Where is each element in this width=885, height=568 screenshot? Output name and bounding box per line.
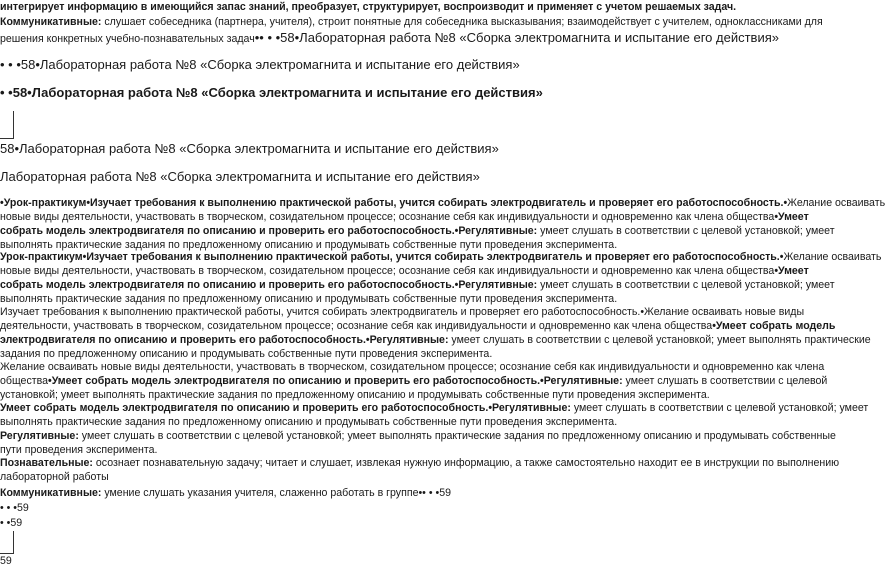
text-line <box>0 306 804 319</box>
text-span: •Умеет собрать модель электродвигателя по описанию и проверить его работоспособность.•Регулятивные: <box>48 375 623 387</box>
text-span: умеет слушать в соответствии с целевой установкой; умеет <box>570 402 869 414</box>
text-line <box>0 16 823 29</box>
text-span: умеет слушать в соответствии с целевой установкой; умеет <box>537 279 835 291</box>
text-line <box>0 487 451 500</box>
text-line <box>0 457 839 470</box>
text-span: пути проведения эксперимента. <box>0 444 158 456</box>
text-span: Желание осваивать новые виды деятельности, участвовать в творческом, созидательном процессе; осознание себя как индивидуальности и одновременно как члена <box>0 361 825 373</box>
text-span: Коммуникативные: <box>0 487 102 499</box>
text-line <box>0 430 836 443</box>
text-span: •Урок-практикум•Изучает требования к выполнению практической работы, учится собирать электродвигатель и проверяет его работоспособность.• <box>0 197 788 209</box>
text-span: •Умеет <box>774 265 809 277</box>
text-span: выполнять практические задания по предложенному описанию и продумывать собственные пути проведения эксперимента. <box>0 293 618 305</box>
text-line <box>0 30 779 46</box>
text-span: лабораторной работы <box>0 471 109 483</box>
text-span: умеет слушать в соответствии с целевой <box>622 375 828 387</box>
text-span: электродвигателя по описанию и проверить его работоспособность.•Регулятивные: <box>0 334 449 346</box>
text-span: выполнять практические задания по предложенному описанию и продумывать собственные пути проведения эксперимента. <box>0 239 618 251</box>
text-line: интегрирует информацию в имеющийся запас знаний, преобразует, структурирует, воспроизводит и применяет с учетом решаемых задач. <box>0 1 737 13</box>
text-span: Умеет собрать модель электродвигателя по описанию и проверить его работоспособность.•Регулятивные: <box>0 402 571 414</box>
text-span: Желание осваивать <box>787 197 885 209</box>
text-line <box>0 361 824 374</box>
empty-cell <box>0 531 14 554</box>
text-span: умеет слушать в соответствии с целевой установкой; умеет выполнять практические <box>448 334 871 346</box>
text-span: новые виды деятельности, участвовать в творческом, созидательном процессе; осознание себя как индивидуальности и одновременно как члена общества <box>0 211 775 223</box>
text-span: решения конкретных учебно-познавательных задач <box>0 33 255 45</box>
text-span: •Умеет собрать модель <box>712 320 836 332</box>
text-span: задания по предложенному описанию и продумывать собственные пути проведения эксперимента. <box>0 348 493 360</box>
text-line <box>0 375 827 388</box>
text-span: Регулятивные: <box>0 430 79 442</box>
text-line <box>0 389 710 402</box>
text-span: собрать модель электродвигателя по описанию и проверить его работоспособность.•Регулятивные: <box>0 279 538 291</box>
text-span: выполнять практические задания по предложенному описанию и продумывать собственные пути проведения эксперимента. <box>0 416 618 428</box>
text-span: осознает познавательную задачу; читает и слушает, извлекая нужную информацию, а также самостоятельно находит ее в инструкции по выполнению <box>92 457 840 469</box>
text-line <box>0 279 835 292</box>
text-span: умеет слушать в соответствии с целевой установкой; умеет выполнять практические задания по предложенному описанию и продумывать собственные <box>78 430 836 442</box>
text-span: Изучает требования к выполнению практической работы, учится собирать электродвигатель и проверяет его работоспособность.•Желание осваивать новые виды <box>0 306 805 318</box>
text-line <box>0 320 835 333</box>
text-span: собрать модель электродвигателя по описанию и проверить его работоспособность.•Регулятивные: <box>0 225 538 237</box>
text-line <box>0 348 492 361</box>
text-span: новые виды деятельности, участвовать в творческом, созидательном процессе; осознание себя как индивидуальности и одновременно как члена общества <box>0 265 775 277</box>
text-span: слушает собеседника (партнера, учителя), строит понятные для собеседника высказывания; взаимодействует с учителем, одноклассниками для <box>101 16 823 28</box>
page-marker: • •59 <box>0 517 23 529</box>
text-span: умеет слушать в соответствии с целевой установкой; умеет <box>537 225 835 237</box>
lab-title: • • •58•Лабораторная работа №8 «Сборка электромагнита и испытание его действия» <box>0 57 520 72</box>
text-span: общества <box>0 375 48 387</box>
text-line <box>0 402 868 415</box>
text-line <box>0 265 809 278</box>
text-line <box>0 293 617 306</box>
text-span: Желание осваивать <box>783 251 882 263</box>
page-number: 59 <box>0 555 12 567</box>
lab-title: •• • •58•Лабораторная работа №8 «Сборка электромагнита и испытание его действия» <box>254 30 779 45</box>
lab-title: 58•Лабораторная работа №8 «Сборка электромагнита и испытание его действия» <box>0 141 499 156</box>
page-marker: • • •59 <box>0 502 29 514</box>
text-line <box>0 225 835 238</box>
heading-communicative: Коммуникативные: <box>0 16 102 28</box>
text-span: умение слушать указания учителя, слаженно работать в группе•• • •59 <box>101 487 451 499</box>
lab-title: Лабораторная работа №8 «Сборка электромагнита и испытание его действия» <box>0 169 480 184</box>
text-span: •Умеет <box>774 211 809 223</box>
text-line <box>0 211 809 224</box>
text-line <box>0 471 109 484</box>
text-line <box>0 251 881 264</box>
lab-title: • •58•Лабораторная работа №8 «Сборка электромагнита и испытание его действия» <box>0 85 543 100</box>
text-line <box>0 444 157 457</box>
text-span: деятельности, участвовать в творческом, созидательном процессе; осознание себя как индивидуальности и одновременно как члена общества <box>0 320 713 332</box>
text-line <box>0 334 871 347</box>
text-span: Познавательные: <box>0 457 93 469</box>
text-line <box>0 197 885 210</box>
text-span: установкой; умеет выполнять практические задания по предложенному описанию и продумывать собственные пути проведения эксперимента. <box>0 389 710 401</box>
text-span: Урок-практикум•Изучает требования к выполнению практической работы, учится собирать электродвигатель и проверяет его работоспособность.• <box>0 251 784 263</box>
empty-cell <box>0 111 14 139</box>
text-line <box>0 416 617 429</box>
